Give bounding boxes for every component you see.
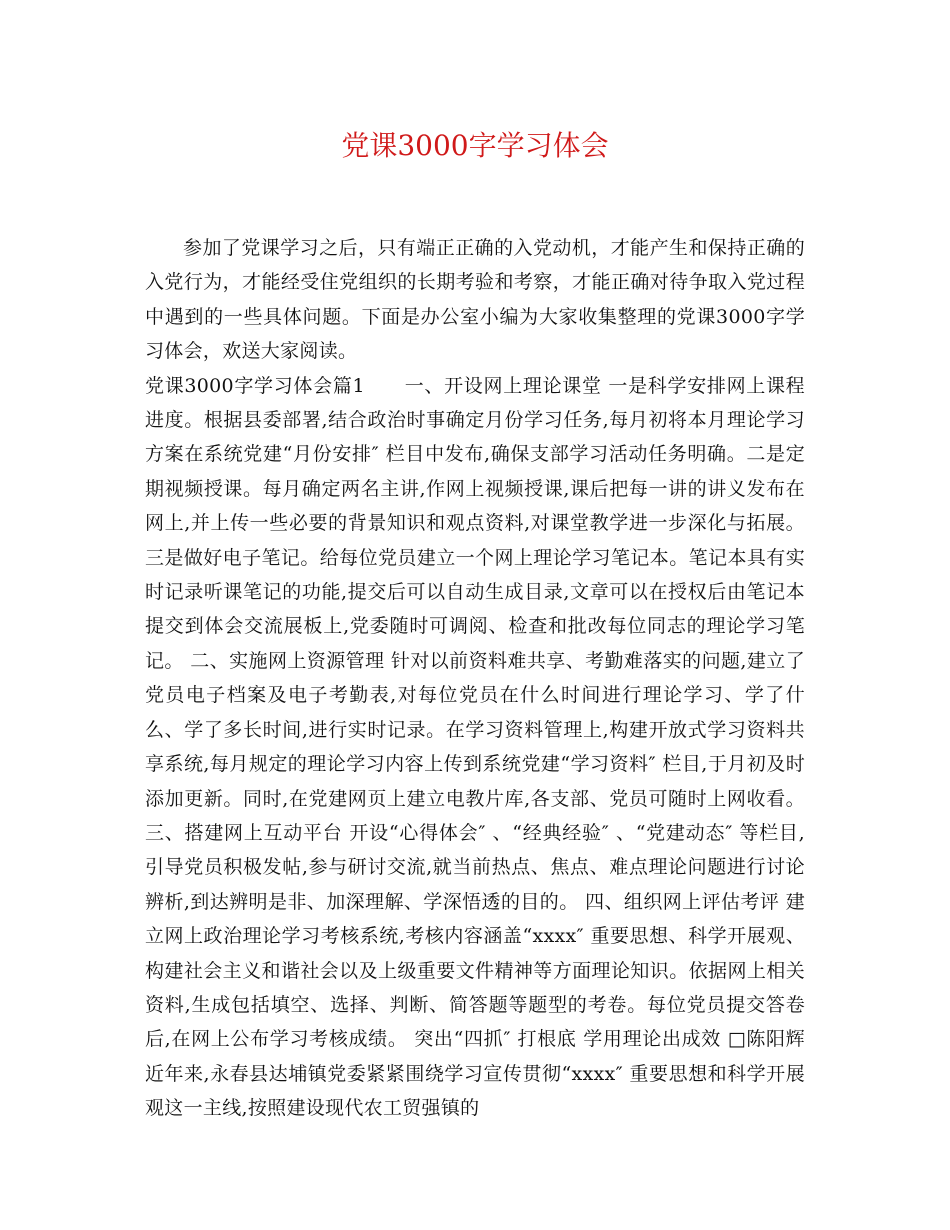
intro-paragraph: 参加了党课学习之后，只有端正正确的入党动机，才能产生和保持正确的入党行为，才能经受住党组织的长期考验和考察，才能正确对待争取入党过程中遇到的一些具体问题。下面是办公室小编为大家收集整理的党课3000字学习体会，欢送大家阅读。: [145, 237, 805, 363]
document-title: 党课3000字学习体会: [341, 129, 609, 162]
body-paragraph: 党课3000字学习体会篇1 一、开设网上理论课堂 一是科学安排网上课程进度。根据县委部署,结合政治时事确定月份学习任务,每月初将本月理论学习方案在系统党建“月份安排″ 栏目中发布,确保支部学习活动任务明确。二是定期视频授课。每月确定两名主讲,作网上视频授课,课后把每一讲的讲义发布在网上,并上传一些必要的背景知识和观点资料,对课堂教学进一步深化与拓展。三是做好电子笔记。给每位党员建立一个网上理论学习笔记本。笔记本具有实时记录听课笔记的功能,提交后可以自动生成目录,文章可以在授权后由笔记本提交到体会交流展板上,党委随时可调阅、检查和批改每位同志的理论学习笔记。 二、实施网上资源管理 针对以前资料难共享、考勤难落实的问题,建立了党员电子档案及电子考勤表,对每位党员在什么时间进行理论学习、学了什么、学了多长时间,进行实时记录。在学习资料管理上,构建开放式学习资料共享系统,每月规定的理论学习内容上传到系统党建“学习资料″ 栏目,于月初及时添加更新。同时,在党建网页上建立电教片库,各支部、党员可随时上网收看。 三、搭建网上互动平台 开设“心得体会″ 、“经典经验″ 、“党建动态″ 等栏目,引导党员积极发帖,参与研讨交流,就当前热点、焦点、难点理论问题进行讨论辨析,到达辨明是非、加深理解、学深悟透的目的。 四、组织网上评估考评 建立网上政治理论学习考核系统,考核内容涵盖“xxxx″ 重要思想、科学开展观、构建社会主义和谐社会以及上级重要文件精神等方面理论知识。依据网上相关资料,生成包括填空、选择、判断、简答题等题型的考卷。每位党员提交答卷后,在网上公布学习考核成绩。 突出“四抓″ 打根底 学用理论出成效 □陈阳辉 近年来,永春县达埔镇党委紧紧围绕学习宣传贯彻“xxxx″ 重要思想和科学开展观这一主线,按照建设现代农工贸强镇的: [145, 374, 805, 1120]
document-body: [145, 231, 805, 1126]
